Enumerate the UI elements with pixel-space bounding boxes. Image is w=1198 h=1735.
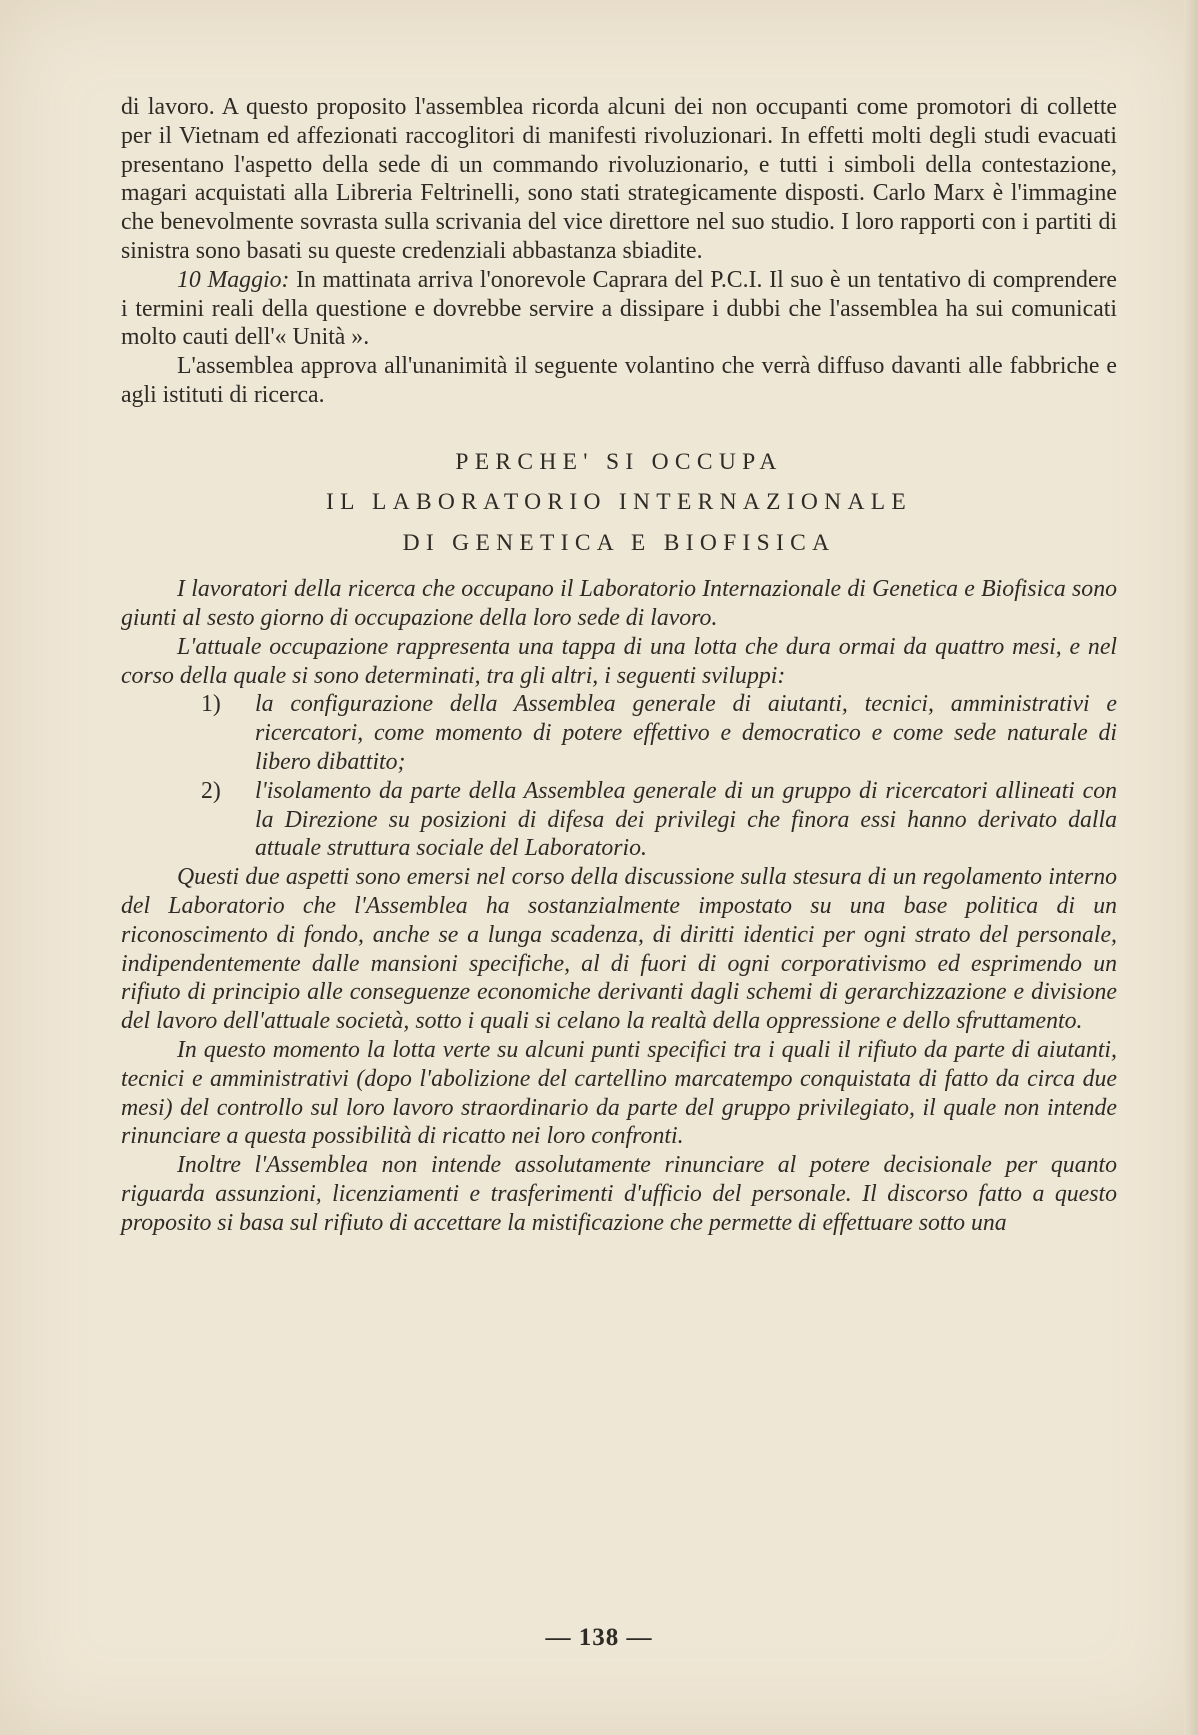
list-item-text: l'isolamento da parte della Assemblea generale di un gruppo di ricercatori allineati con la Direzione su posizioni di difesa dei privilegi che finora essi hanno derivato dalla attuale struttura sociale del Laboratorio. (255, 777, 1117, 862)
list-item-number: 2) (201, 777, 221, 804)
page-number: — 138 — (545, 1624, 653, 1651)
leaflet-paragraph-4: In questo momento la lotta verte su alcuni punti specifici tra i quali il rifiuto da parte di aiutanti, tecnici e amministrativi (dopo l'abolizione del cartellino marcatempo conquistata di fatto da circa due mesi) del controllo sul loro lavoro straordinario da parte del gruppo privilegiato, il quale non intende rinunciare a questa possibilità di ricatto nei loro confronti. (121, 1037, 1117, 1150)
list-item (121, 690, 1117, 776)
intro-paragraph-2-text: In mattinata arriva l'onorevole Caprara del P.C.I. Il suo è un tentativo di comprendere i termini reali della questione e dovrebbe servire a dissipare i dubbi che l'assemblea ha sui comunicati molto cauti dell'« Unità ». (121, 266, 1117, 351)
text-column (121, 93, 1117, 1238)
leaflet-paragraph-5: Inoltre l'Assemblea non intende assolutamente rinunciare al potere decisionale per quanto riguarda assunzioni, licenziamenti e trasferimenti d'ufficio del personale. Il discorso fatto a questo proposito si basa sul rifiuto di accettare la mistificazione che permette di effettuare sotto una (121, 1152, 1117, 1236)
date-label: 10 Maggio: (177, 266, 290, 293)
leaflet-title-line-3: DI GENETICA E BIOFISICA (402, 529, 836, 556)
scan-edge (1184, 0, 1198, 1735)
leaflet-paragraph-3: Questi due aspetti sono emersi nel corso della discussione sulla stesura di un regolamento interno del Laboratorio che l'Assemblea ha sostanzialmente impostato su una base politica di un riconoscimento di fondo, anche se a lunga scadenza, di diritti identici per ogni strato del personale, indipendentemente dalle mansioni specifiche, al di fuori di ogni corporativismo ed esprimendo un rifiuto di principio alle conseguenze economiche derivanti dagli schemi di gerarchizzazione e divisione del lavoro dell'attuale società, sotto i quali si celano la realtà della oppressione e dello sfruttamento. (121, 864, 1117, 1035)
leaflet-title-line-1: PERCHE' SI OCCUPA (455, 448, 783, 475)
intro-paragraph-1: di lavoro. A questo proposito l'assemblea ricorda alcuni dei non occupanti come promotori di collette per il Vietnam ed affezionati raccoglitori di manifesti rivoluzionari. In effetti molti degli studi evacuati presentano l'aspetto della sede di un commando rivoluzionario, e tutti i simboli della contestazione, magari acquistati alla Libreria Feltrinelli, sono stati strategicamente disposti. Carlo Marx è l'immagine che benevolmente sovrasta sulla scrivania del vice direttore nel suo studio. I loro rapporti con i partiti di sinistra sono basati su queste credenziali abbastanza sbiadite. (121, 94, 1117, 264)
leaflet-list (121, 690, 1117, 863)
intro-paragraph-2 (121, 266, 1117, 352)
leaflet-title (121, 442, 1117, 564)
leaflet-paragraph-1: I lavoratori della ricerca che occupano il Laboratorio Internazionale di Genetica e Biofisica sono giunti al sesto giorno di occupazione della loro sede di lavoro. (121, 576, 1117, 632)
leaflet-title-line-2: IL LABORATORIO INTERNAZIONALE (325, 489, 913, 516)
intro-paragraph-3: L'assemblea approva all'unanimità il seguente volantino che verrà diffuso davanti alle fabbriche e agli istituti di ricerca. (121, 353, 1117, 408)
list-item (121, 777, 1117, 863)
list-item-text: la configurazione della Assemblea generale di aiutanti, tecnici, amministrativi e ricercatori, come momento di potere effettivo e democratico e come sede naturale di libero dibattito; (255, 691, 1117, 776)
leaflet-paragraph-2: L'attuale occupazione rappresenta una tappa di una lotta che dura ormai da quattro mesi, e nel corso della quale si sono determinati, tra gli altri, i seguenti sviluppi: (121, 633, 1117, 689)
list-item-number: 1) (201, 691, 221, 718)
